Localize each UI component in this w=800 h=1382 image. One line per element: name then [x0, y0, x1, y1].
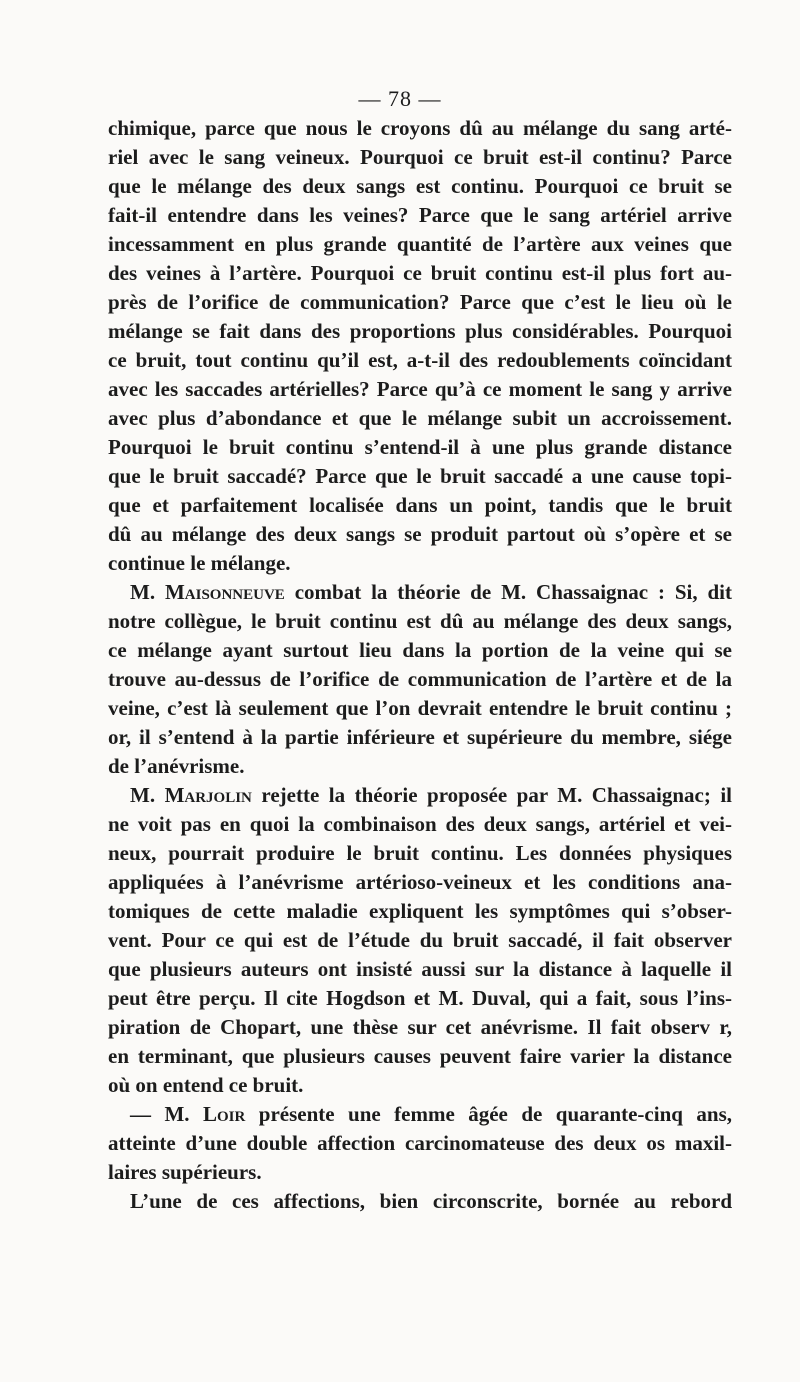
text-line: piration de Chopart, une thèse sur cet anévrisme. Il fait observ r,: [108, 1015, 732, 1039]
text-line: laires supérieurs.: [108, 1160, 262, 1184]
text-line: des veines à l’artère. Pourquoi ce bruit continu est-il plus fort au-: [108, 261, 732, 285]
text-line: que le mélange des deux sangs est continu. Pourquoi ce bruit se: [108, 174, 732, 198]
text-line: où on entend ce bruit.: [108, 1073, 304, 1097]
text-line: que le bruit saccadé? Parce que le bruit saccadé a une cause topi-: [108, 464, 732, 488]
text-line: en terminant, que plusieurs causes peuvent faire varier la distance: [108, 1044, 732, 1068]
text-line: que plusieurs auteurs ont insisté aussi sur la distance à laquelle il: [108, 957, 732, 981]
text-block: [108, 114, 732, 1216]
text-line: peut être perçu. Il cite Hogdson et M. Duval, qui a fait, sous l’ins-: [108, 986, 732, 1010]
text-line: continue le mélange.: [108, 551, 291, 575]
text-line: riel avec le sang veineux. Pourquoi ce bruit est-il continu? Parce: [108, 145, 732, 169]
page-number: — 78 —: [358, 86, 442, 111]
speaker-prefix: — M.: [130, 1102, 203, 1126]
text-line: Pourquoi le bruit continu s’entend-il à une plus grande distance: [108, 435, 732, 459]
text-line: neux, pourrait produire le bruit continu. Les données physiques: [108, 841, 732, 865]
speaker-name: Loir: [202, 1102, 246, 1126]
speaker-name: Maisonneuve: [164, 580, 285, 604]
text-line: dû au mélange des deux sangs se produit partout où s’opère et se: [108, 522, 732, 546]
text-line: que et parfaitement localisée dans un point, tandis que le bruit: [108, 493, 732, 517]
text-line: mélange se fait dans des proportions plus considérables. Pourquoi: [108, 319, 732, 343]
speaker-name: Marjolin: [164, 783, 252, 807]
text-line: vent. Pour ce qui est de l’étude du bruit saccadé, il fait observer: [108, 928, 732, 952]
text-line: avec plus d’abondance et que le mélange subit un accroissement.: [108, 406, 732, 430]
text-line: ne voit pas en quoi la combinaison des deux sangs, artériel et vei-: [108, 812, 732, 836]
text-line: de l’anévrisme.: [108, 754, 245, 778]
text-line: ce bruit, tout continu qu’il est, a-t-il des redoublements coïncidant: [108, 348, 732, 372]
text-line: [108, 578, 732, 607]
line-text: présente une femme âgée de quarante-cinq ans,: [245, 1102, 732, 1126]
text-line: [108, 781, 732, 810]
text-line: L’une de ces affections, bien circonscrite, bornée au rebord: [130, 1189, 732, 1213]
text-line: trouve au-dessus de l’orifice de communication de l’artère et de la: [108, 667, 732, 691]
line-text: rejette la théorie proposée par M. Chassaignac; il: [251, 783, 732, 807]
text-line: ce mélange ayant surtout lieu dans la portion de la veine qui se: [108, 638, 732, 662]
text-line: chimique, parce que nous le croyons dû au mélange du sang arté-: [108, 116, 732, 140]
line-text: combat la théorie de M. Chassaignac : Si, dit: [284, 580, 732, 604]
text-line: près de l’orifice de communication? Parce que c’est le lieu où le: [108, 290, 732, 314]
text-line: or, il s’entend à la partie inférieure et supérieure du membre, siége: [108, 725, 732, 749]
speaker-prefix: M.: [130, 783, 165, 807]
text-line: fait-il entendre dans les veines? Parce que le sang artériel arrive: [108, 203, 732, 227]
text-line: appliquées à l’anévrisme artérioso-veineux et les conditions ana-: [108, 870, 732, 894]
text-line: notre collègue, le bruit continu est dû au mélange des deux sangs,: [108, 609, 732, 633]
text-line: [108, 1100, 732, 1129]
text-line: tomiques de cette maladie expliquent les symptômes qui s’obser-: [108, 899, 732, 923]
speaker-prefix: M.: [130, 580, 165, 604]
text-line: incessamment en plus grande quantité de l’artère aux veines que: [108, 232, 732, 256]
text-line: veine, c’est là seulement que l’on devrait entendre le bruit continu ;: [108, 696, 732, 720]
text-line: atteinte d’une double affection carcinomateuse des deux os maxil-: [108, 1131, 732, 1155]
text-line: avec les saccades artérielles? Parce qu’à ce moment le sang y arrive: [108, 377, 732, 401]
